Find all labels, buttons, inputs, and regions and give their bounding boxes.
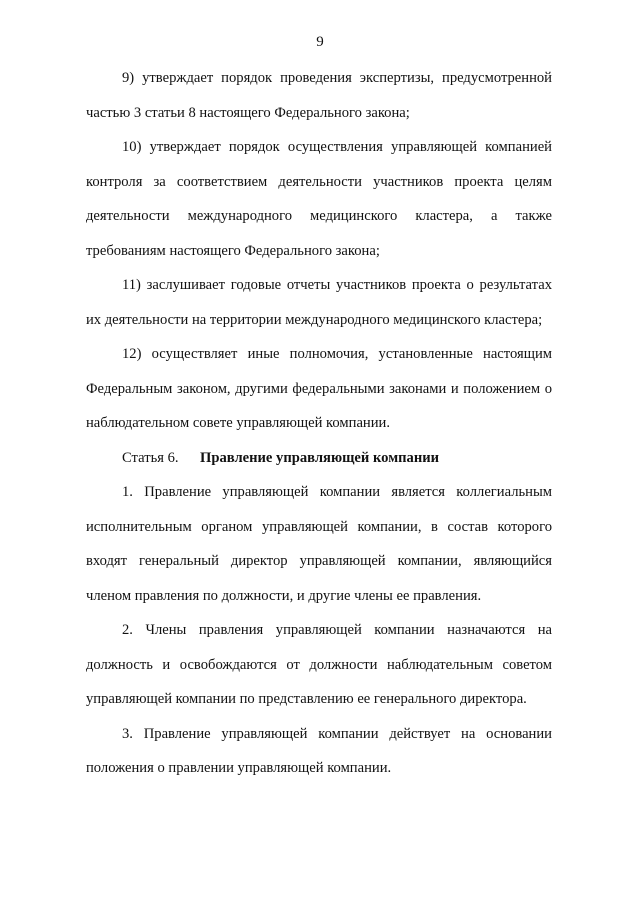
paragraph-item-10: 10) утверждает порядок осуществления управляющей компанией контроля за соответствием деятельности участников проекта целям деятельности международного медицинского кластера, а также требованиям настоящего Федерального закона; — [86, 139, 552, 259]
article-title: Правление управляющей компании — [200, 449, 440, 466]
paragraph-item-11: 11) заслушивает годовые отчеты участников проекта о результатах их деятельности на территории международного медицинского кластера; — [86, 277, 552, 328]
paragraph-item-12: 12) осуществляет иные полномочия, установленные настоящим Федеральным законом, другими федеральными законами и положением о наблюдательном совете управляющей компании. — [86, 346, 552, 431]
paragraph-item-9: 9) утверждает порядок проведения экспертизы, предусмотренной частью 3 статьи 8 настоящего Федерального закона; — [86, 70, 552, 121]
paragraph-clause-2: 2. Члены правления управляющей компании назначаются на должность и освобождаются от должности наблюдательным советом управляющей компании по представлению ее генерального директора. — [86, 622, 552, 707]
paragraph-clause-1: 1. Правление управляющей компании является коллегиальным исполнительным органом управляющей компании, в состав которого входят генеральный директор управляющей компании, являющийся членом правления по должности, и другие члены ее правления. — [86, 484, 552, 604]
article-number: Статья 6. — [122, 449, 179, 466]
paragraph-clause-3: 3. Правление управляющей компании действует на основании положения о правлении управляющей компании. — [86, 725, 552, 776]
document-body — [86, 61, 552, 786]
article-heading — [86, 441, 552, 476]
page-number: 9 — [316, 34, 324, 50]
